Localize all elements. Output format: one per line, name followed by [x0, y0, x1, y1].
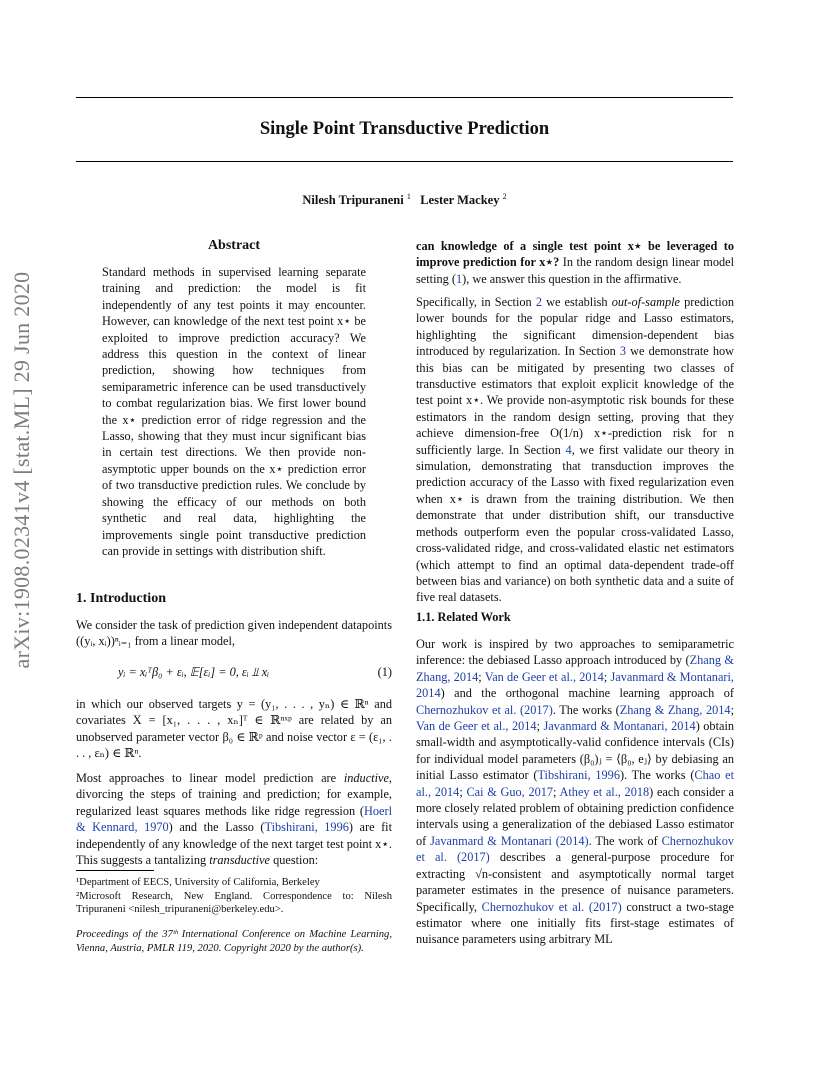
footnote: [76, 876, 392, 917]
rw-sep: ;: [478, 669, 485, 684]
rw-text: describes a general-purpose procedure for extracting √n-consistent and asymptotically normal target parameter estimates in the presence of nuisance parameters. Specifically,: [416, 850, 734, 914]
overview-a: Specifically, in Section: [416, 295, 536, 309]
footnote-rule: [76, 870, 154, 871]
rw-text: Our work is inspired by two approaches to semiparametric inference: the debiased Lasso approach introduced by (: [416, 637, 734, 668]
rw-text: ) each consider a more closely related problem of obtaining prediction confidence intervals using a generalization of the debiased Lasso estimator of: [416, 784, 734, 848]
intro-p3-inductive: inductive: [343, 771, 389, 785]
right-paragraph-2: [416, 294, 734, 606]
citation-link[interactable]: Chernozhukov et al. (2017): [481, 899, 622, 914]
citation-link[interactable]: Cai & Guo, 2017: [466, 784, 554, 799]
author-2-affil: 2: [502, 192, 507, 201]
section-link[interactable]: 3: [619, 344, 627, 359]
rw-sep: ;: [553, 784, 560, 799]
intro-p1-text: We consider the task of prediction given independent datapoints ((yᵢ, xᵢ))ⁿᵢ₌₁ from a linear model,: [76, 618, 392, 649]
rw-sep: ;: [730, 702, 734, 717]
citation-link[interactable]: Javanmard & Montanari, 2014: [543, 719, 696, 734]
rw-sep: ;: [459, 784, 467, 799]
intro-paragraph-3: [76, 770, 392, 868]
intro-p2-text: in which our observed targets y = (y₁, . . . , yₙ) ∈ ℝⁿ and covariates X = [x₁, . . . , xₙ]ᵀ ∈ ℝⁿˣᵖ are related by an unobserved parameter vector β₀ ∈ ℝᵖ and noise vector ε = (ε₁, . . . , εₙ) ∈ ℝⁿ.: [76, 697, 392, 761]
citation-link[interactable]: Chernozhukov et al. (2017): [416, 702, 553, 717]
footnote-affil-1: ¹Department of EECS, University of California, Berkeley: [76, 877, 320, 888]
proceedings-note: Proceedings of the 37ᵗʰ International Conference on Machine Learning, Vienna, Austria, PMLR 119, 2020. Copyright 2020 by the author(s).: [76, 929, 392, 954]
related-work-heading: 1.1. Related Work: [416, 610, 511, 624]
citation-link[interactable]: Chao et al., 2014: [416, 768, 734, 799]
intro-paragraph-1: [76, 617, 392, 650]
rw-text: . The works (: [552, 702, 620, 717]
rw-text: ) and the orthogonal machine learning approach of: [440, 686, 734, 701]
arxiv-id-label: arXiv:1908.02341v4 [stat.ML] 29 Jun 2020: [9, 271, 34, 669]
rw-sep: ;: [536, 719, 544, 734]
equation-formula: yᵢ = xᵢᵀβ₀ + εᵢ, 𝔼[εᵢ] = 0, εᵢ ⫫ xᵢ: [118, 665, 270, 679]
author-line: [76, 192, 733, 208]
overview-paragraph: [416, 294, 734, 606]
citation-link[interactable]: Zhang & Zhang, 2014: [619, 702, 731, 717]
citation-link[interactable]: Tibshirani, 1996: [264, 820, 349, 835]
intro-heading: 1. Introduction: [76, 591, 166, 606]
question-rest-b: ), we answer this question in the affirmative.: [462, 271, 682, 286]
intro-paragraph-2: [76, 696, 392, 762]
overview-e: , we first validate our theory in simulation, demonstrating that transduction improves the prediction accuracy of the Lasso with fixed regularization even when x⋆ is drawn from the training distribution. We then demonstrate that under distribution shift, our transductive methods outperform even the popular cross-validated Lasso, cross-validated ridge, and cross-validated elastic net estimators (which attempt to find an optimal data-dependent trade-off between bias and variance) on both synthetic data and a suite of five real datasets.: [416, 442, 734, 605]
question-paragraph: [416, 238, 734, 287]
intro-p3-b: , divorcing the steps of training and prediction; for example, regularized least squares methods like ridge regression (: [76, 771, 392, 818]
intro-p3-text: [76, 770, 392, 868]
abstract-heading: Abstract: [207, 238, 261, 253]
equation-number: (1): [377, 665, 392, 679]
rw-sep: ;: [603, 669, 611, 684]
intro-p3-d: ) are fit independently of any knowledge of the next target test point x⋆. This suggests a tantalizing: [76, 820, 393, 868]
intro-p3-c: ) and the Lasso (: [168, 820, 265, 835]
overview-b: we establish: [541, 295, 612, 309]
citation-link[interactable]: Hoerl & Kennard, 1970: [76, 803, 392, 835]
author-1: Nilesh Tripuraneni: [302, 193, 404, 208]
citation-link[interactable]: Van de Geer et al., 2014: [416, 719, 537, 734]
rw-text: ) obtain small-width and asymptotically-valid confidence intervals (CIs) for individual model parameters (β₀)ⱼ = ⟨β₀, eⱼ⟩ by debiasing an initial Lasso estimator (: [416, 719, 735, 783]
paper-title: Single Point Transductive Prediction: [259, 119, 550, 139]
rw-text: ). The works (: [619, 768, 695, 783]
citation-link[interactable]: Javanmard & Montanari, 2014: [416, 669, 734, 701]
intro-p3-e: question:: [270, 853, 319, 868]
citation-link[interactable]: Athey et al., 2018: [559, 784, 650, 799]
section-link[interactable]: 4: [565, 442, 572, 457]
citation-link[interactable]: Van de Geer et al., 2014: [484, 669, 604, 684]
question-bold: can knowledge of a single test point x⋆ be leveraged to improve prediction for x⋆?: [416, 239, 734, 270]
equation-ref-link[interactable]: 1: [455, 271, 463, 286]
citation-link[interactable]: Tibshirani, 1996: [537, 768, 620, 783]
related-work-paragraph: [416, 636, 734, 948]
right-paragraph-1: [416, 238, 734, 287]
title-bottom-rule: [76, 161, 733, 162]
intro-p3-a: Most approaches to linear model prediction are: [76, 771, 344, 785]
overview-oos: out-of-sample: [611, 295, 681, 309]
citation-link[interactable]: Javanmard & Montanari (2014): [430, 833, 589, 848]
intro-p3-transductive: transductive: [209, 853, 270, 868]
section-link[interactable]: 2: [535, 295, 542, 309]
footnote-affil-2: ²Microsoft Research, New England. Correspondence to: Nilesh Tripuraneni <nilesh_tripuraneni@berkeley.edu>.: [76, 890, 392, 916]
author-2: Lester Mackey: [420, 193, 500, 208]
right-paragraph-3: [416, 636, 734, 948]
author-1-affil: 1: [406, 192, 411, 201]
question-rest-a: In the random design linear model setting (: [416, 255, 734, 286]
top-rule: [76, 97, 733, 98]
citation-link[interactable]: Zhang & Zhang, 2014: [416, 653, 734, 684]
citation-link[interactable]: Chernozhukov et al. (2017): [416, 833, 734, 865]
rw-text: construct a two-stage estimator where one initially fits first-stage estimates of nuisance parameters using arbitrary ML: [416, 899, 735, 947]
overview-d: we demonstrate how this bias can be mitigated by presenting two classes of transductive estimators that exploit explicit knowledge of the test point x⋆. We provide non-asymptotic risk bounds for these estimators in the random design setting, proving that they achieve dimension-free O(1/n) x⋆-prediction risk for n sufficiently large. In Section: [416, 344, 734, 457]
overview-c: prediction lower bounds for the popular ridge and Lasso estimators, highlighting the significant dimension-dependent bias introduced by regularization. In Section: [416, 295, 734, 359]
rw-text: . The work of: [588, 833, 662, 848]
abstract-text: Standard methods in supervised learning separate training and prediction: the model is fit independently of any test points it may encounter. However, can knowledge of the next test point x⋆ be exploited to improve prediction accuracy? We address this question in the context of linear prediction, showing how techniques from semiparametric inference can be used transductively to combat regularization bias. We first lower bound the x⋆ prediction error of ridge regression and the Lasso, showing that they must incur significant bias in certain test directions. We then provide non-asymptotic upper bounds on the x⋆ prediction error of two transductive prediction rules. We conclude by showing the efficacy of our methods on both synthetic and real data, highlighting the improvements single point transductive prediction can provide in settings with distribution shift.: [102, 265, 366, 558]
